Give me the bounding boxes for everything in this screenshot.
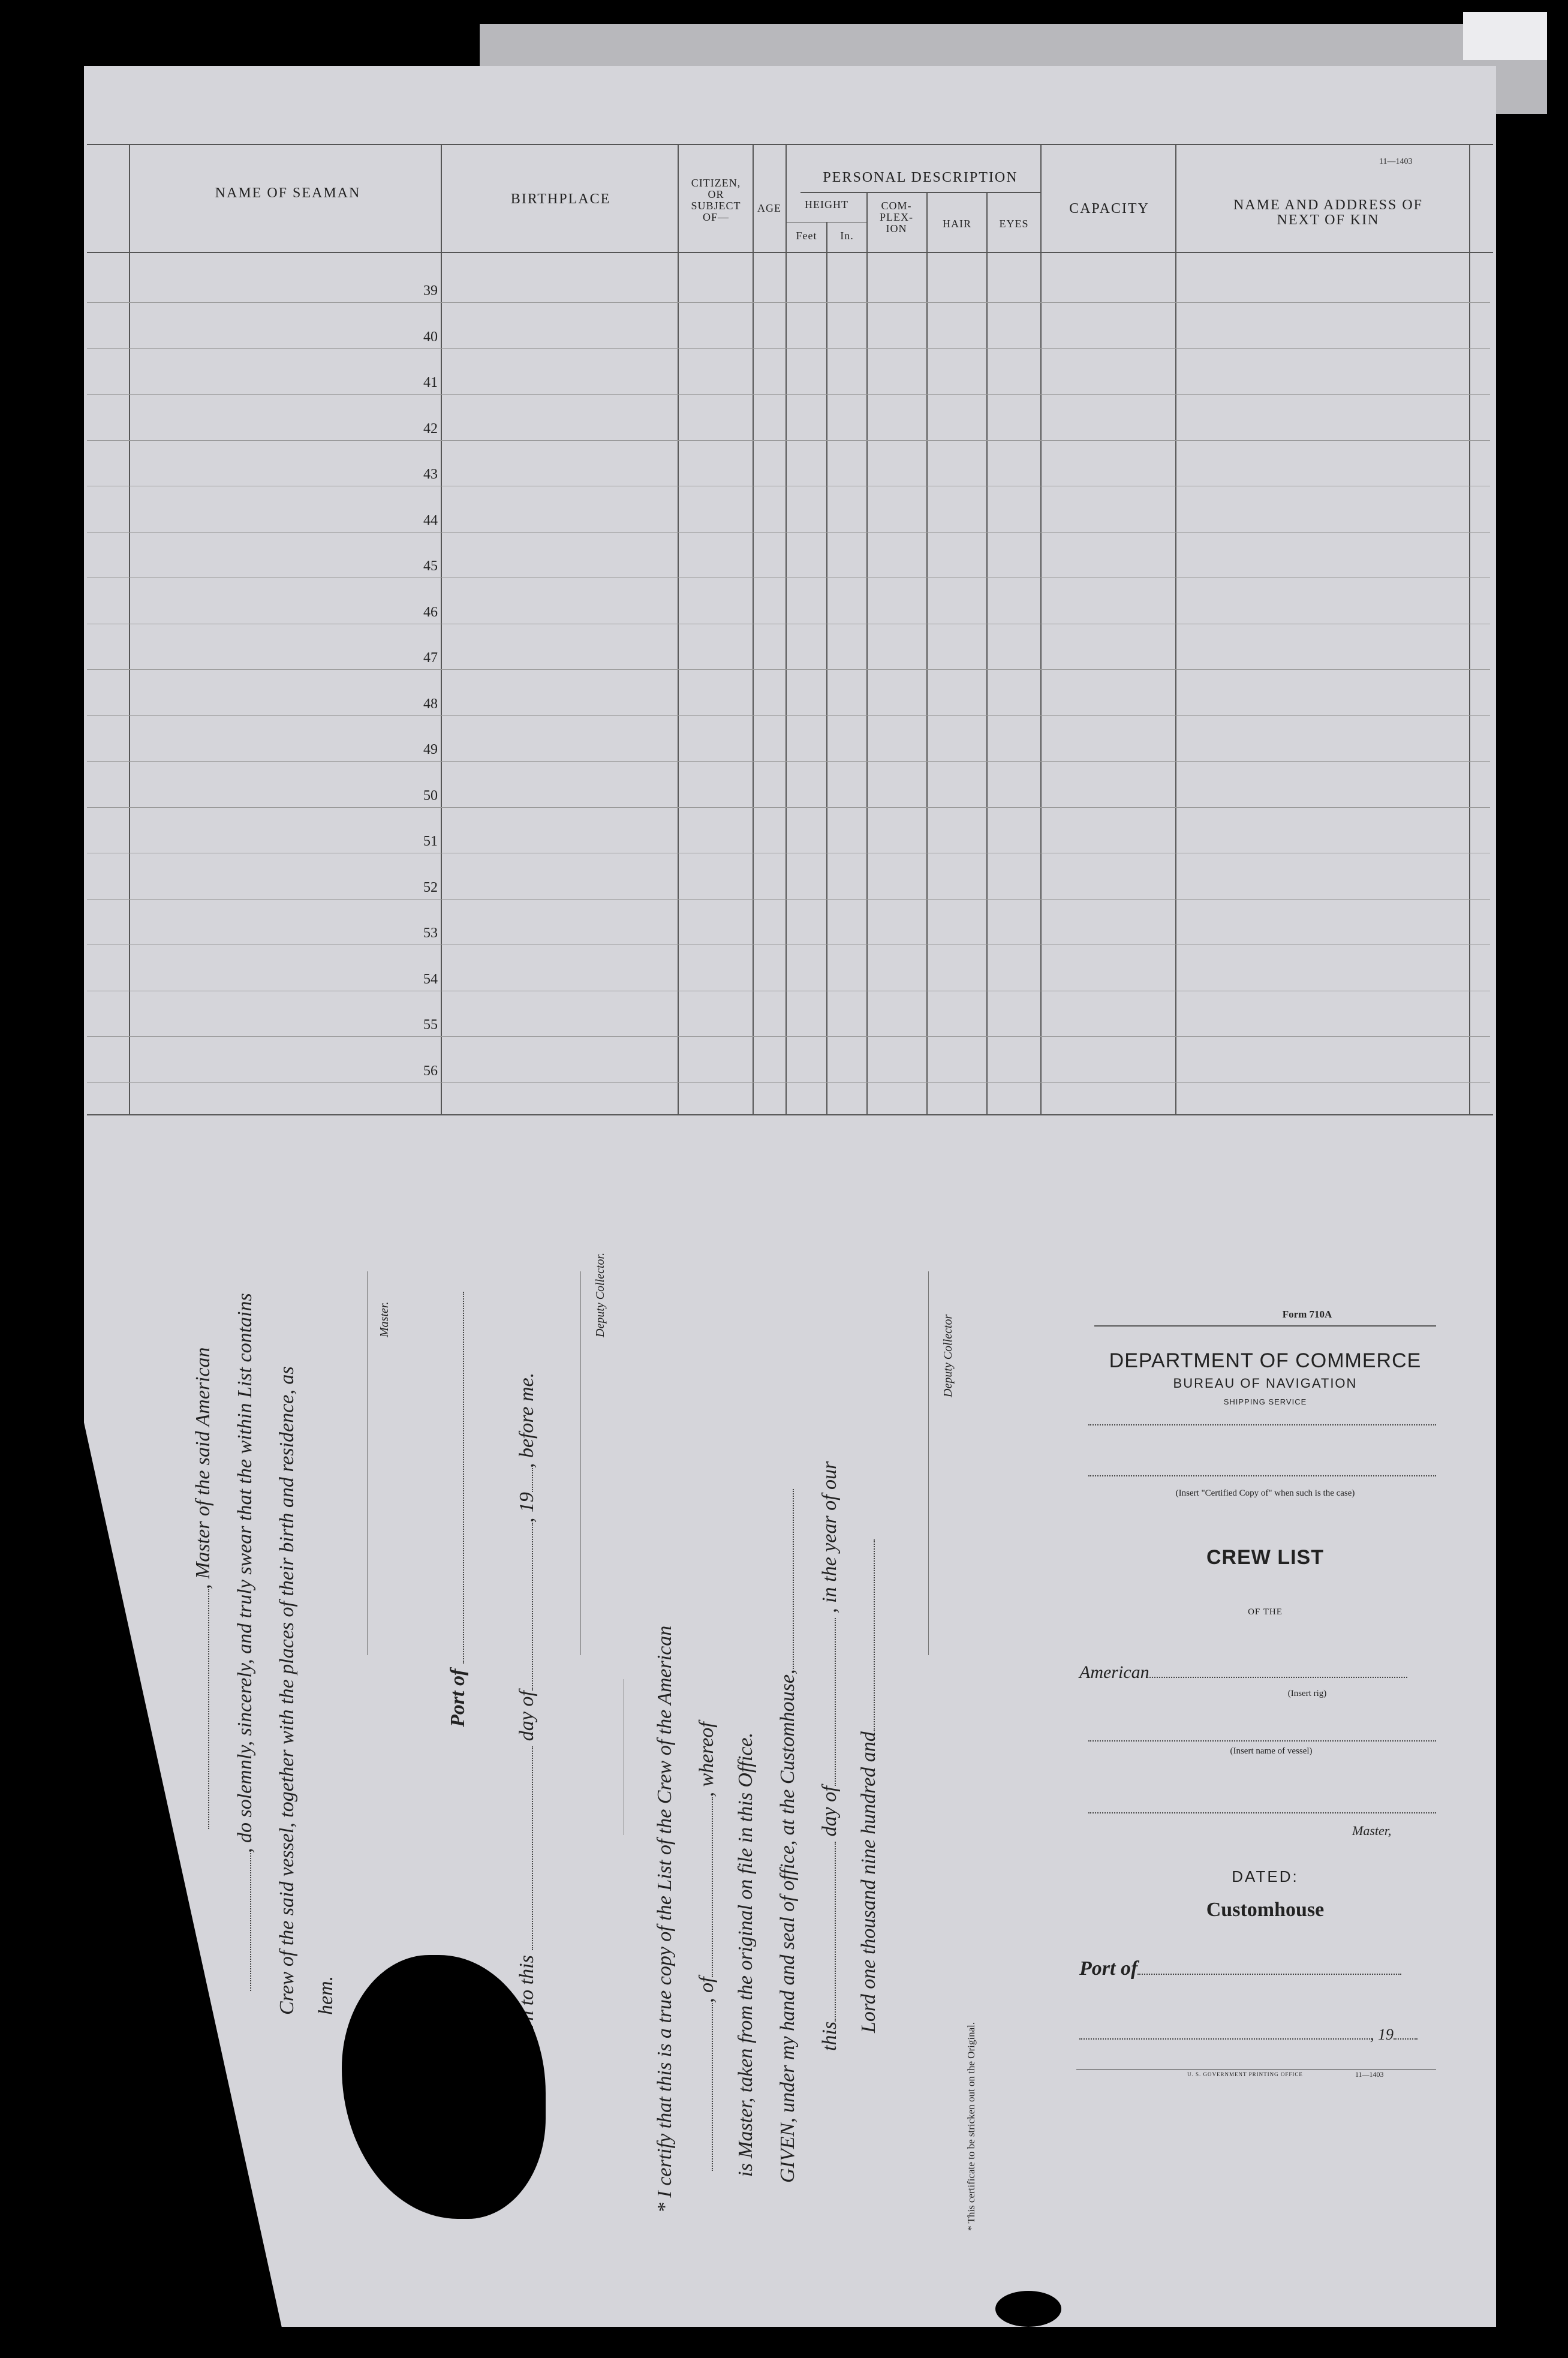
header-inches: In. [840, 230, 854, 242]
certificate-line-6: Lord one thousand nine hundred and [857, 1539, 880, 2033]
table-row [87, 669, 1490, 670]
cover-title: CREW LIST [1206, 1546, 1324, 1569]
certificate-footnote: * This certificate to be stricken out on the Original. [965, 2022, 977, 2231]
row-number: 54 [423, 972, 438, 987]
certificate-line-2: , of, whereof [696, 1722, 718, 2171]
row-number: 39 [423, 283, 438, 299]
table-row [87, 761, 1490, 762]
row-number: 46 [423, 604, 438, 620]
cover-of-the: OF THE [1248, 1607, 1283, 1617]
header-name-of-seaman: NAME OF SEAMAN [215, 185, 361, 201]
table-row [87, 394, 1490, 395]
header-age: AGE [757, 202, 781, 214]
table-row [87, 1036, 1490, 1037]
oath-master-label: Master. [378, 1301, 391, 1337]
cover-port-of: Port of [1079, 1957, 1439, 1980]
cover-form-number: Form 710A [1282, 1309, 1332, 1320]
certificate-deputy-collector: Deputy Collector [941, 1314, 955, 1397]
cover-printing-office: U. S. GOVERNMENT PRINTING OFFICE [1187, 2071, 1303, 2077]
cover-customhouse: Customhouse [1206, 1899, 1325, 1921]
oath-line-1: , Master of the said American [192, 1347, 215, 1829]
cover-insert-rig: (Insert rig) [1287, 1689, 1327, 1698]
row-number: 43 [423, 467, 438, 482]
form-number: 11—1403 [1379, 157, 1413, 166]
certificate-line-3: is Master, taken from the original on file in this Office. [735, 1732, 757, 2177]
personal-description-rule [800, 192, 1040, 193]
header-next-of-kin: NAME AND ADDRESS OF NEXT OF KIN [1233, 197, 1423, 228]
row-number: 52 [423, 880, 438, 895]
certificate-line-4: GIVEN, under my hand and seal of office, at the Customhouse, [777, 1489, 799, 2183]
header-capacity: CAPACITY [1069, 201, 1149, 216]
header-citizen: CITIZEN, OR SUBJECT OF— [691, 177, 741, 223]
row-number: 42 [423, 421, 438, 437]
row-number: 50 [423, 788, 438, 804]
cover-date-line: , 19 [1079, 2026, 1439, 2044]
cover-service: SHIPPING SERVICE [1223, 1397, 1307, 1406]
row-number: 55 [423, 1017, 438, 1033]
oath-line-2: , do solemnly, sincerely, and truly swear that the within List contains [234, 1293, 257, 1991]
header-feet: Feet [796, 230, 817, 242]
table-row [87, 348, 1490, 349]
oath-line-4: hem. [315, 1975, 337, 2015]
table-row [87, 440, 1490, 441]
ink-blot [995, 2291, 1061, 2327]
row-number: 41 [423, 375, 438, 390]
certificate-line-1: * I certify that this is a true copy of the List of the Crew of the American [654, 1625, 676, 2213]
paper-corner [1463, 12, 1547, 60]
cover-american-line: American [1079, 1662, 1439, 1683]
table-row [87, 532, 1490, 533]
header-birthplace: BIRTHPLACE [510, 191, 611, 207]
header-personal-description: PERSONAL DESCRIPTION [823, 170, 1018, 185]
row-number: 45 [423, 558, 438, 574]
header-hair: HAIR [943, 218, 971, 230]
header-bottom-rule [87, 252, 1493, 253]
header-height: HEIGHT [805, 198, 848, 210]
table-row [87, 715, 1490, 716]
row-number: 51 [423, 834, 438, 849]
oath-port-of: Port of [447, 1292, 470, 1727]
row-number: 40 [423, 329, 438, 345]
table-row [87, 1082, 1490, 1083]
table-row [87, 899, 1490, 900]
cover-insert-vessel: (Insert name of vessel) [1230, 1746, 1313, 1756]
row-number: 44 [423, 513, 438, 528]
row-number: 49 [423, 742, 438, 757]
certificate-line-5: this day of , in the year of our [818, 1461, 841, 2051]
header-complexion: COM- PLEX- ION [880, 200, 913, 234]
oath-line-3: Crew of the said vessel, together with the places of their birth and residence, as [276, 1366, 298, 2015]
cover-master-label: Master, [1352, 1823, 1392, 1838]
header-eyes: EYES [999, 218, 1029, 230]
table-top-rule [87, 144, 1493, 145]
oath-deputy-collector: Deputy Collector. [594, 1252, 607, 1337]
table-row [87, 807, 1490, 808]
row-number: 53 [423, 925, 438, 941]
cover-insert-certified: (Insert "Certified Copy of" when such is the case) [1175, 1488, 1355, 1498]
table-row [87, 302, 1490, 303]
row-number: 56 [423, 1063, 438, 1079]
table-bottom-rule [87, 1114, 1493, 1115]
cover-form-code: 11—1403 [1355, 2070, 1384, 2079]
oath-sworn-line: orn to this day of, 19, before me. [516, 1372, 538, 2039]
cover-dated: DATED: [1232, 1867, 1299, 1885]
cover-bureau: BUREAU OF NAVIGATION [1173, 1376, 1358, 1391]
row-number: 47 [423, 650, 438, 666]
cover-department: DEPARTMENT OF COMMERCE [1109, 1349, 1422, 1372]
row-number: 48 [423, 696, 438, 712]
